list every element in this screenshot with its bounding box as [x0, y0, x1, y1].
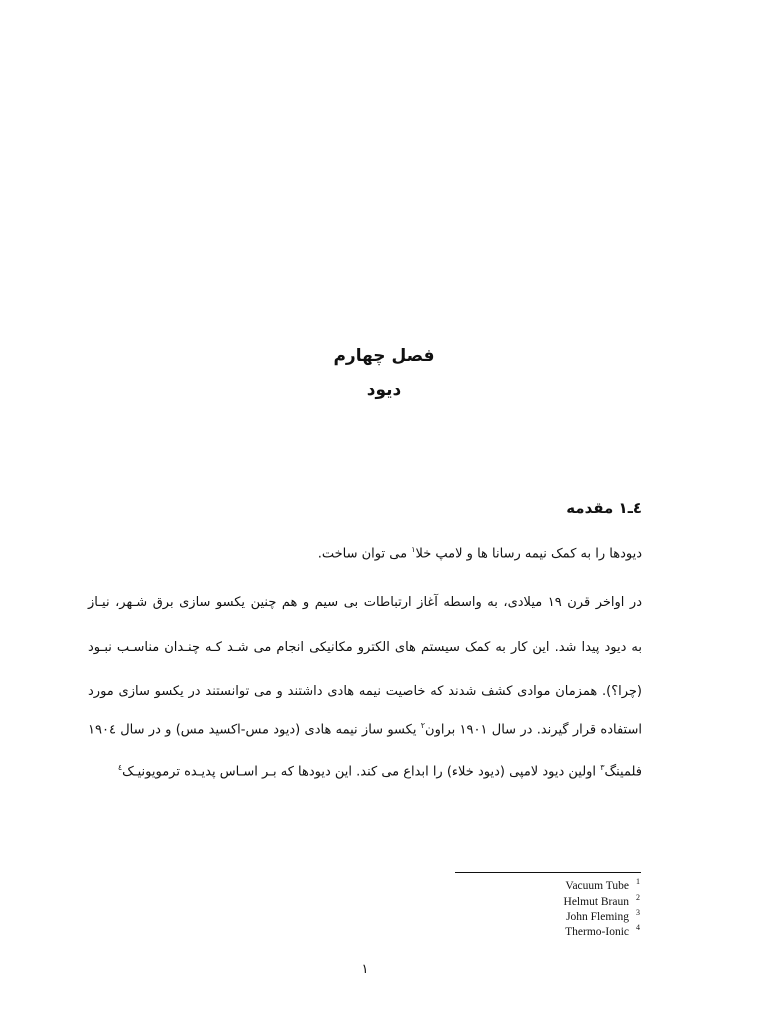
paragraph-line	[88, 721, 642, 737]
line5-middle: اولین دیود لامپی (دیود خلاء) را ابداع می کند. این دیودها که بـر اسـاس پدیـده ترمویونیـک	[122, 764, 601, 780]
paragraph-intro	[318, 545, 642, 561]
section-heading: ٤ـ١ مقدمه	[566, 499, 642, 517]
paragraph-line: در اواخر قرن ١٩ میلادی، به واسطه آغاز ارتباطات بی سیم و هم چنین یکسو سازی برق شـهر، نیـاز	[88, 595, 642, 610]
footnote-text: Vacuum Tube	[565, 880, 629, 892]
footnote-number: 1	[636, 877, 640, 886]
footnote-divider	[455, 872, 641, 873]
chapter-title: فصل چهارم	[333, 346, 435, 366]
footnote-number: 2	[636, 893, 640, 902]
footnote-text: John Fleming	[566, 911, 629, 923]
footnote-number: 4	[636, 923, 640, 932]
intro-text: دیودها را به کمک نیمه رسانا ها و لامپ خلا	[415, 546, 642, 562]
footnote-ref-4: ٤	[117, 763, 123, 772]
paragraph-line: (چرا؟). همزمان موادی کشف شدند که خاصیت نیمه هادی داشتند و می توانستند در یکسو سازی مورد	[88, 684, 642, 699]
line4-before: استفاده قرار گیرند. در سال ١٩٠١ براون	[425, 722, 642, 738]
footnote-number: 3	[636, 908, 640, 917]
paragraph-line	[118, 763, 642, 779]
paragraph-line: به دیود پیدا شد. این کار به کمک سیستم های الکترو مکانیکی انجام می شـد کـه چنـدان مناسـب نبـود	[88, 640, 642, 655]
line4-after: یکسو ساز نیمه هادی (دیود مس-اکسید مس) و در سال ١٩٠٤	[88, 722, 421, 738]
footnote-ref-1: ١	[411, 545, 416, 554]
footnote-ref-3: ٣	[600, 763, 605, 772]
footnote-text: Helmut Braun	[563, 896, 629, 908]
chapter-subtitle: دیود	[366, 380, 402, 400]
footnote-ref-2: ٢	[420, 721, 426, 730]
footnote-text: Thermo-Ionic	[565, 926, 629, 938]
line5-before: فلمینگ	[604, 764, 642, 780]
intro-tail: می توان ساخت.	[317, 546, 412, 562]
page-number: ١	[361, 962, 369, 977]
